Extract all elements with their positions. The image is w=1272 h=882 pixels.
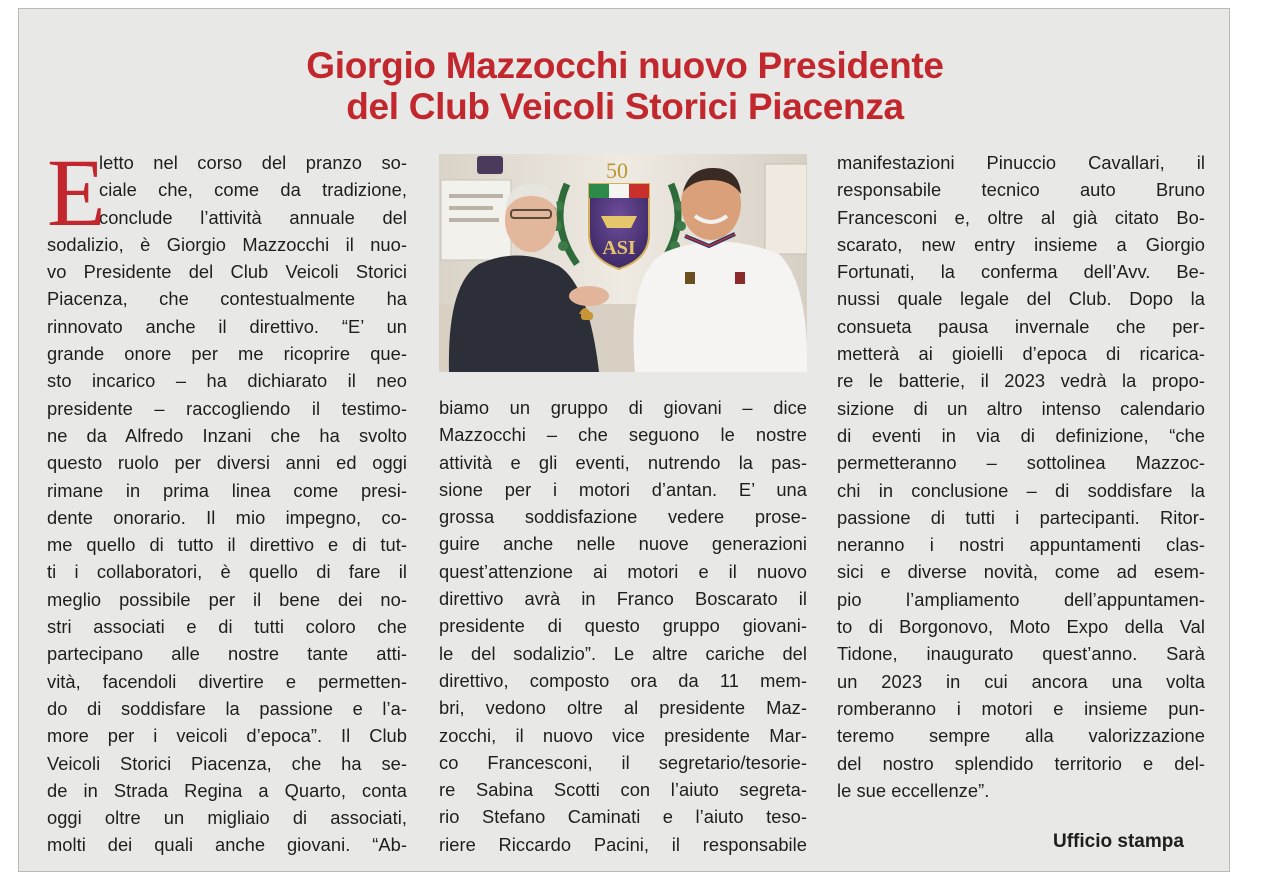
article-photo (439, 154, 807, 372)
text-line: molti dei quali anche giovani. “Ab- (47, 834, 407, 856)
badge-year: 50 (606, 158, 628, 183)
text-line: vità, facendoli divertire e permetten- (47, 670, 407, 692)
text-line: to di Borgonovo, Moto Expo della Val (837, 616, 1205, 638)
text-line: me quello di tutto il direttivo e di tut- (47, 534, 407, 556)
column-middle (439, 394, 807, 858)
article-title (19, 45, 1231, 127)
text-line: dente onorario. Il mio impegno, co- (47, 506, 407, 528)
text-line: vo Presidente del Club Veicoli Storici (47, 261, 407, 283)
text-line: ti i collaboratori, è quello di fare il (47, 561, 407, 583)
text-line: sodalizio, è Giorgio Mazzocchi il nuo- (47, 233, 407, 255)
text-line: direttivo avrà in Franco Boscarato il (439, 588, 807, 610)
text-line: Veicoli Storici Piacenza, che ha se- (47, 752, 407, 774)
text-line: rio Stefano Caminati e l’aiuto teso- (439, 806, 807, 828)
text-line: pio l’ampliamento dell’appuntamen- (837, 588, 1205, 610)
text-line: permetteranno – sottolinea Mazzoc- (837, 452, 1205, 474)
text-line: rinnovato anche il direttivo. “E’ un (47, 315, 407, 337)
text-line: sizione di un altro intenso calendario (837, 397, 1205, 419)
text-line: meglio possibile per il bene dei no- (47, 588, 407, 610)
text-line: bri, vedono oltre al presidente Maz- (439, 697, 807, 719)
text-line: riere Riccardo Pacini, il responsabile (439, 833, 807, 855)
text-line: un 2023 in cui ancora una volta (837, 670, 1205, 692)
text-line: zocchi, il nuovo vice presidente Mar- (439, 724, 807, 746)
text-line: passione di tutti i partecipanti. Ritor- (837, 506, 1205, 528)
text-line: grande onore per me ricoprire que- (47, 343, 407, 365)
text-line: re le batterie, il 2023 vedrà la propo- (837, 370, 1205, 392)
title-line-1: Giorgio Mazzocchi nuovo Presidente (306, 45, 944, 86)
text-line: stri associati e di tutti coloro che (47, 616, 407, 638)
text-line: presidente di questo gruppo giovani- (439, 615, 807, 637)
column-left (47, 139, 407, 859)
text-line: re Sabina Scotti con l’aiuto segreta- (439, 779, 807, 801)
text-line: attività e gli eventi, nutrendo la pas- (439, 451, 807, 473)
text-line: oggi oltre un migliaio di associati, (47, 807, 407, 829)
text-line: sto incarico – ha dichiarato il neo (47, 370, 407, 392)
text-line: more per i veicoli d’epoca”. Il Club (47, 725, 407, 747)
article-page (18, 8, 1230, 872)
text-line: nussi quale legale del Club. Dopo la (837, 288, 1205, 310)
text-line: Mazzocchi – che seguono le nostre (439, 424, 807, 446)
text-line: sione per i motori d’antan. E’ una (439, 478, 807, 500)
text-line: neranno i nostri appuntamenti clas- (837, 534, 1205, 556)
text-line: manifestazioni Pinuccio Cavallari, il (837, 152, 1205, 173)
text-line: presidente – raccogliendo il testimo- (47, 397, 407, 419)
text-line: questo ruolo per diversi anni ed oggi (47, 452, 407, 474)
text-line: do di soddisfare la passione e l’a- (47, 697, 407, 719)
text-line: direttivo, composto ora da 11 mem- (439, 669, 807, 691)
dropcap: E (47, 139, 106, 246)
text-line: metterà ai gioielli d’epoca di ricarica- (837, 343, 1205, 365)
signature: Ufficio stampa (1053, 831, 1184, 852)
text-line: grossa soddisfazione vedere prose- (439, 506, 807, 528)
text-line: rimane in prima linea come presi- (47, 479, 407, 501)
text-line: Piacenza, che contestualmente ha (47, 288, 407, 310)
text-line: quest’attenzione ai motori e il nuovo (439, 560, 807, 582)
text-line: de in Strada Regina a Quarto, conta (47, 779, 407, 801)
text-line: le sue eccellenze”. (837, 779, 990, 801)
text-line: sici e diverse novità, come ad esem- (837, 561, 1205, 583)
text-line: responsabile tecnico auto Bruno (837, 179, 1205, 201)
text-line: biamo un gruppo di giovani – dice (439, 397, 807, 418)
text-line: letto nel corso del pranzo so- (99, 152, 407, 173)
column-right (837, 149, 1205, 804)
text-line: romberanno i motori e insieme pun- (837, 697, 1205, 719)
text-line: guire anche nelle nuove generazioni (439, 533, 807, 555)
text-line: conclude l’attività annuale del (99, 206, 407, 228)
text-line: co Francesconi, il segretario/tesorie- (439, 751, 807, 773)
photo-illustration (439, 154, 807, 372)
text-line: del nostro splendido territorio e del- (837, 752, 1205, 774)
text-line: consueta pausa invernale che per- (837, 315, 1205, 337)
text-line: ne da Alfredo Inzani che ha svolto (47, 424, 407, 446)
text-line: ciale che, come da tradizione, (99, 179, 407, 201)
text-line: scarato, new entry insieme a Giorgio (837, 233, 1205, 255)
text-line: teremo sempre alla valorizzazione (837, 725, 1205, 747)
asi-badge-icon (589, 184, 649, 269)
text-line: le del sodalizio”. Le altre cariche del (439, 642, 807, 664)
text-line: Tidone, inaugurato quest’anno. Sarà (837, 643, 1205, 665)
title-line-2: del Club Veicoli Storici Piacenza (346, 86, 904, 127)
badge-text: ASI (602, 237, 636, 259)
text-line: partecipano alle nostre tante atti- (47, 643, 407, 665)
text-line: Francesconi e, oltre al già citato Bo- (837, 206, 1205, 228)
text-line: di eventi in via di definizione, “che (837, 424, 1205, 446)
text-line: Fortunati, la conferma dell’Avv. Be- (837, 261, 1205, 283)
text-line: chi in conclusione – di soddisfare la (837, 479, 1205, 501)
